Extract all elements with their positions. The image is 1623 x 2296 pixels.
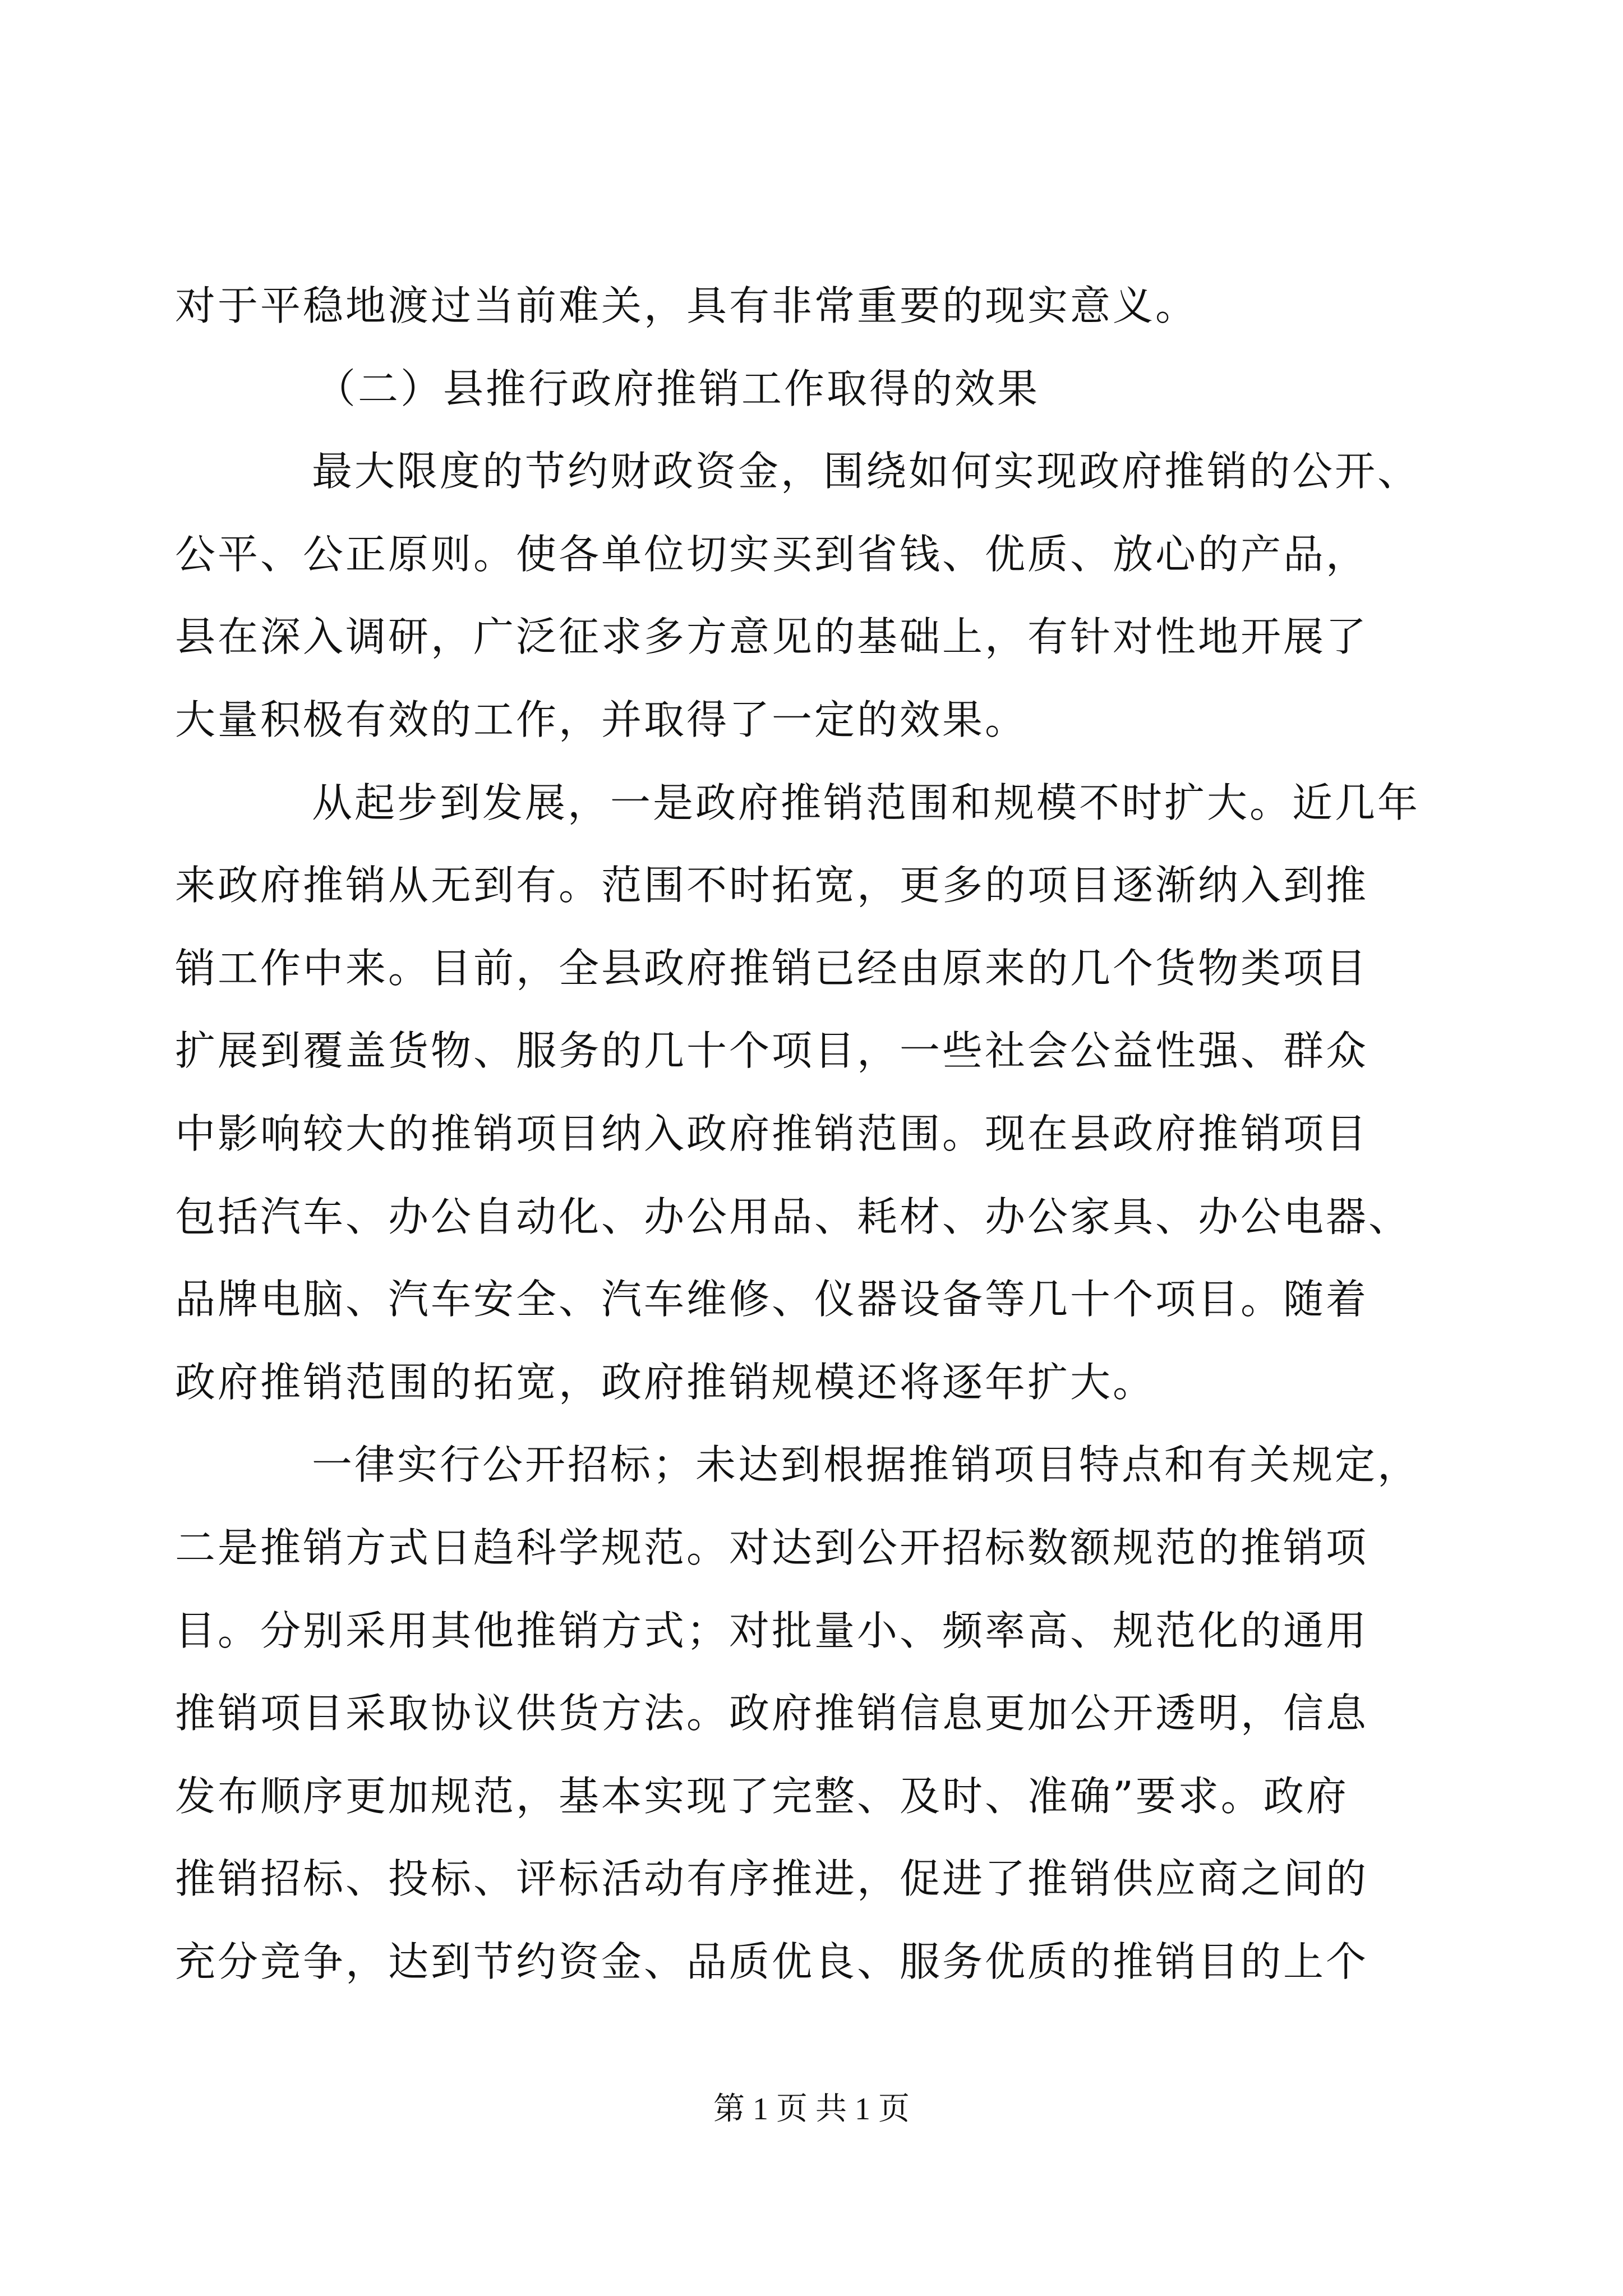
paragraph-line: 目。分别采用其他推销方式；对批量小、频率高、规范化的通用 (175, 1607, 1369, 1654)
paragraph-line: 包括汽车、办公自动化、办公用品、耗材、办公家具、办公电器、 (175, 1193, 1412, 1240)
paragraph-line: 推销项目采取协议供货方法。政府推销信息更加公开透明，信息 (175, 1690, 1369, 1737)
paragraph-line: 二是推销方式日趋科学规范。对达到公开招标数额规范的推销项 (175, 1524, 1369, 1571)
paragraph-line: 扩展到覆盖货物、服务的几十个项目，一些社会公益性强、群众 (175, 1027, 1369, 1075)
paragraph-line: 发布顺序更加规范，基本实现了完整、及时、准确”要求。政府 (175, 1772, 1349, 1820)
paragraph-line: 公平、公正原则。使各单位切实买到省钱、优质、放心的产品， (175, 530, 1369, 578)
paragraph-line: 大量积极有效的工作，并取得了一定的效果。 (175, 696, 1028, 743)
paragraph-line: 政府推销范围的拓宽，政府推销规模还将逐年扩大。 (175, 1358, 1156, 1406)
paragraph-line: 销工作中来。目前，全县政府推销已经由原来的几个货物类项目 (175, 944, 1369, 992)
page-number: 第 1 页 共 1 页 (713, 2092, 910, 2127)
paragraph-line: 充分竞争，达到节约资金、品质优良、服务优质的推销目的上个 (175, 1938, 1369, 1985)
paragraph-line: 中影响较大的推销项目纳入政府推销范围。现在县政府推销项目 (175, 1110, 1369, 1157)
paragraph-line: 一律实行公开招标；未达到根据推销项目特点和有关规定， (312, 1441, 1421, 1489)
paragraph-line: 从起步到发展，一是政府推销范围和规模不时扩大。近几年 (312, 779, 1421, 826)
document-body (175, 265, 1429, 2003)
paragraph-line: 来政府推销从无到有。范围不时拓宽，更多的项目逐渐纳入到推 (175, 862, 1369, 909)
paragraph-line: 最大限度的节约财政资金，围绕如何实现政府推销的公开、 (312, 448, 1421, 495)
paragraph-line: 推销招标、投标、评标活动有序推进，促进了推销供应商之间的 (175, 1855, 1369, 1903)
section-heading: （二）县推行政府推销工作取得的效果 (315, 365, 1040, 412)
page-footer (0, 2087, 1623, 2132)
paragraph-line: 品牌电脑、汽车安全、汽车维修、仪器设备等几十个项目。随着 (175, 1276, 1369, 1323)
paragraph-line: 县在深入调研，广泛征求多方意见的基础上，有针对性地开展了 (175, 613, 1369, 661)
paragraph-line: 对于平稳地渡过当前难关，具有非常重要的现实意义。 (175, 282, 1198, 329)
